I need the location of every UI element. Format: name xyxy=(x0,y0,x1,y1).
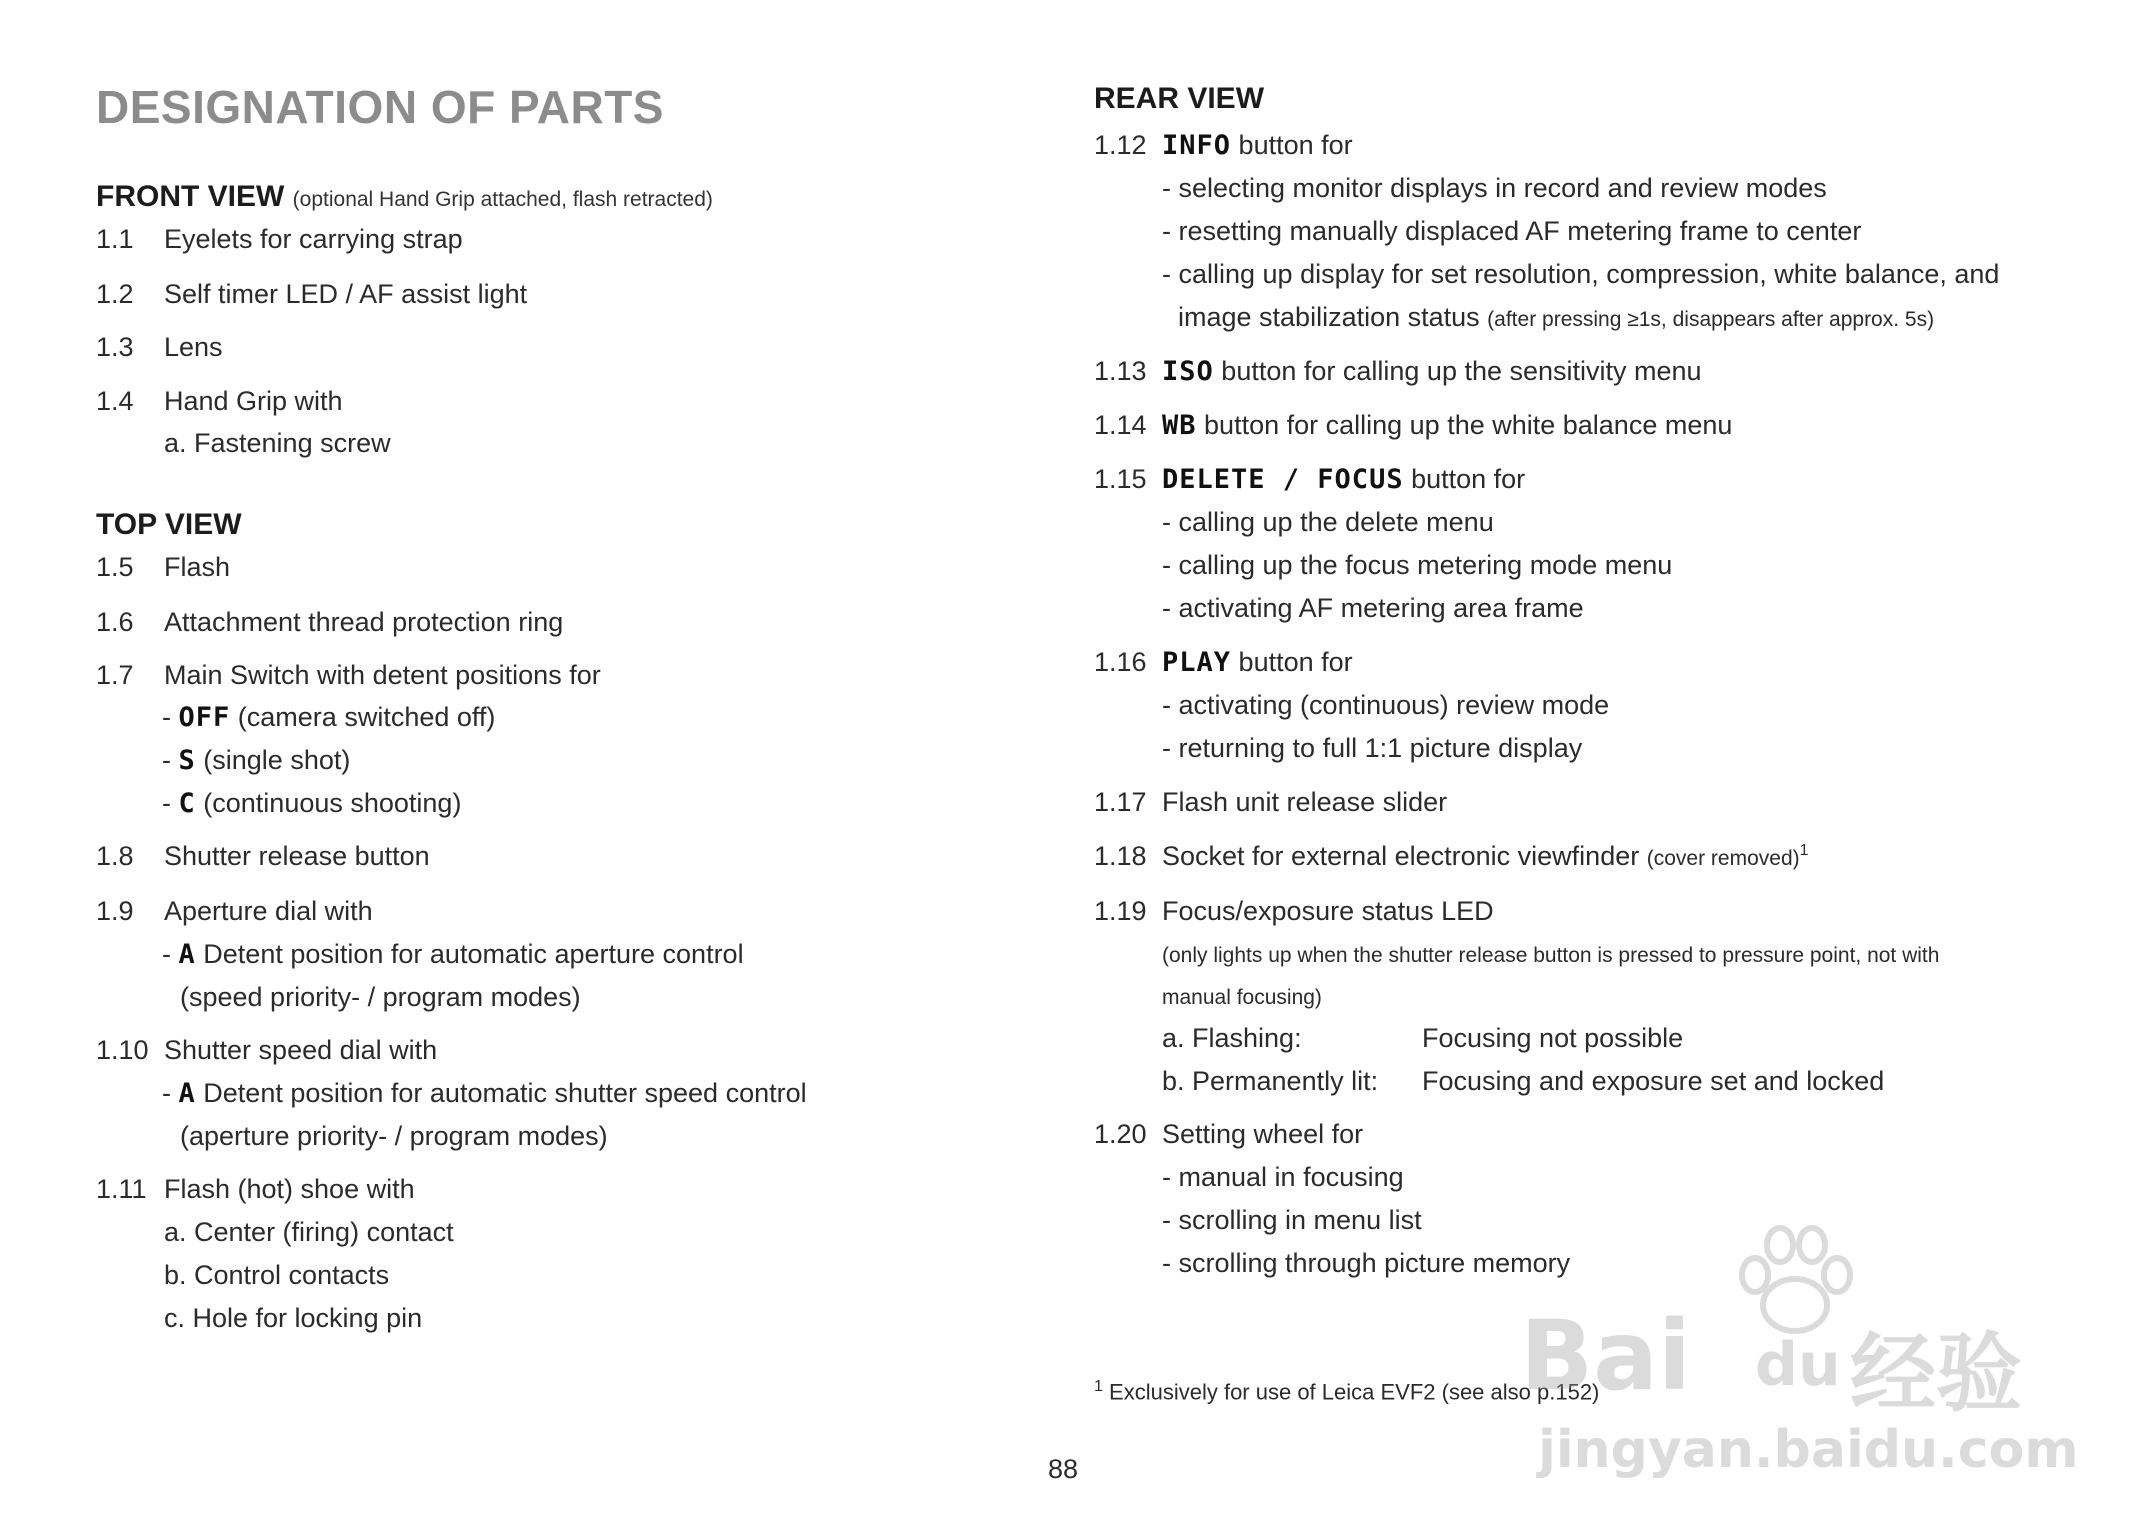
rear-view-heading: REAR VIEW xyxy=(1094,82,1265,115)
watermark-brand: Bai xyxy=(1520,1300,1691,1412)
front-view-heading: FRONT VIEW (optional Hand Grip attached, flash retracted) xyxy=(96,180,713,213)
page-title: DESIGNATION OF PARTS xyxy=(96,81,664,133)
watermark-du: du xyxy=(1755,1330,1841,1400)
watermark-url: jingyan.baidu.com xyxy=(1538,1420,2079,1480)
page-number: 88 xyxy=(1048,1454,1079,1484)
paw-icon xyxy=(1720,1220,1870,1340)
footnote: $^1$ Exclusively for use of Leica EVF2 (see also p.152) xyxy=(1094,1378,1600,1405)
top-view-heading: TOP VIEW xyxy=(96,508,242,541)
watermark-cn: 经验 xyxy=(1850,1324,2022,1424)
baidu-watermark xyxy=(1520,1220,2079,1500)
